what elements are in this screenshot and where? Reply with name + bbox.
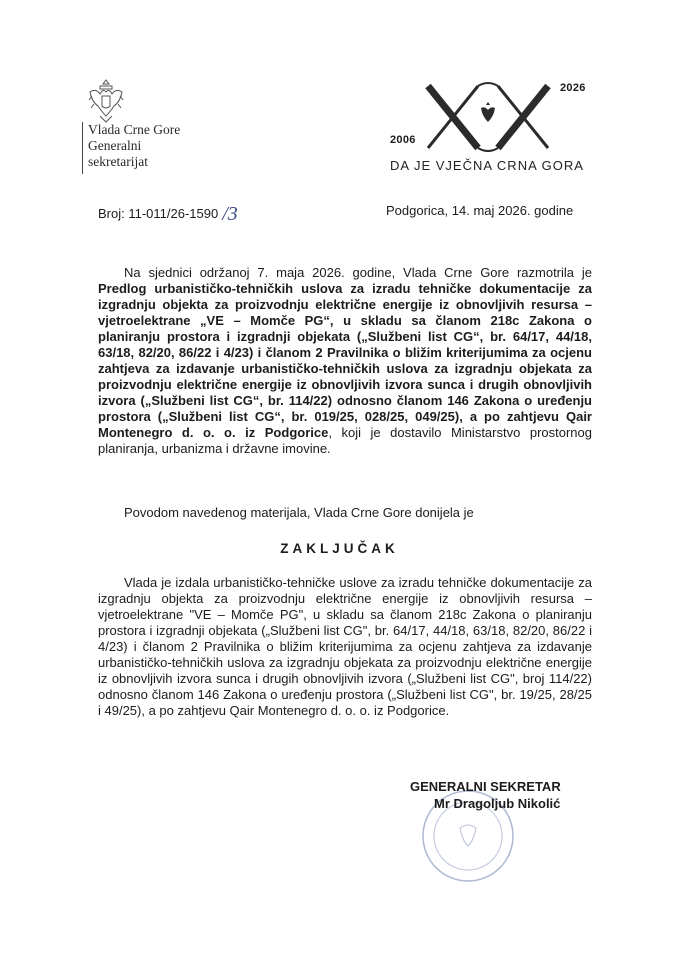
document-date: Podgorica, 14. maj 2026. godine [386,203,574,218]
paragraph-1 [98,265,592,457]
logo-motto: DA JE VJEČNA CRNA GORA [390,158,584,173]
issuer-line-1: Vlada Crne Gore [88,122,181,137]
anniversary-logo [388,78,608,178]
issuer-line-2: Generalni [88,138,142,153]
coat-of-arms-icon [86,78,126,124]
paragraph-3 [98,575,592,719]
decision-title: ZAKLJUČAK [280,541,399,556]
signature-name: Mr Dragoljub Nikolić [434,796,561,811]
logo-year-left: 2006 [390,134,416,146]
issuer-line-3: sekretarijat [88,154,148,169]
signature-title: GENERALNI SEKRETAR [410,779,561,794]
reference-number-text: Broj: 11-011/26-1590 [98,206,219,221]
paragraph-3-text: Vlada je izdala urbanističko-tehničke uslove za izradu tehničke dokumentacije za izgradnju objekta za proizvodnju električne energije iz obnovljivih resursa – vjetroelektrane "VE – Momče PG", u skladu sa članom 218c Zakona o planiranju prostora i izgradnji objekata („Službeni list CG", br. 64/17, 44/18, 63/18, 82/20, 86/22 i 4/23) i članom 2 Pravilnika o bližim kriterijumima za ocjenu zahtjeva za izdavanje urbanističko-tehničkih uslova za izgradnju objekata za proizvodnju električne energije iz obnovljivih izvora sunca i drugih obnovljivih izvora („Službeni list CG", broj 114/22) odnosno članom 146 Zakona o uređenju prostora („Službeni list CG", br. 19/25, 28/25 i 49/25), a po zahtjevu Qair Montenegro d. o. o. iz Podgorice. [98,575,592,718]
paragraph-1-intro: Na sjednici održanoj 7. maja 2026. godine, Vlada Crne Gore razmotrila je [124,265,592,280]
logo-year-right: 2026 [560,82,586,94]
issuer-divider [82,122,83,174]
issuer-block [88,122,180,170]
paragraph-2: Povodom navedenog materijala, Vlada Crne Gore donijela je [124,505,474,520]
handwritten-mark: /3 [222,203,238,225]
paragraph-1-bold: Predlog urbanističko-tehničkih uslova za izradu tehničke dokumentacije za izgradnju objekta za proizvodnju električne energije iz obnovljivih resursa – vjetroelektrane „VE – Momče PG“, u skladu sa članom 218c Zakona o planiranju prostora i izgradnji objekata („Službeni list CG“, br. 64/17, 44/18, 63/18, 82/20, 86/22 i 4/23) i članom 2 Pravilnika o bližim kriterijumima za ocjenu zahtjeva za izdavanje urbanističko-tehničkih uslova za izgradnju objekata za proizvodnju električne energije iz obnovljivih izvora sunca i drugih obnovljivih izvora („Službeni list CG“, br. 114/22) odnosno članom 146 Zakona o uređenju prostora („Službeni list CG“, br. 019/25, 028/25, 049/25), a po zahtjevu Qair Montenegro d. o. o. iz Podgorice [98,281,592,440]
reference-number [98,201,238,224]
paragraph-1-tail: , koji je dostavilo Ministarstvo prostornog planiranja, urbanizma i državne imovine. [98,425,592,456]
